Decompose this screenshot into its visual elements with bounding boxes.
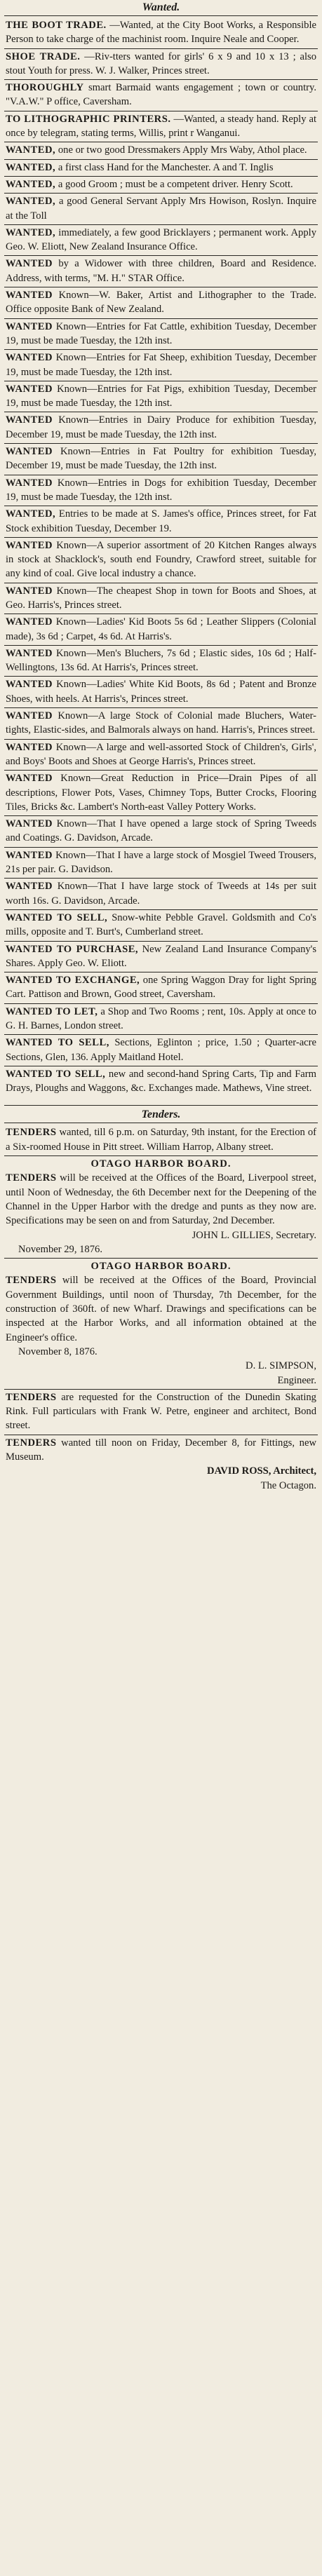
ad-lead: WANTED xyxy=(6,446,53,458)
wanted-ad xyxy=(4,506,318,538)
ad-body: New Zealand Land Insurance Company's Shares. Apply Geo. W. Eliott. xyxy=(6,943,316,969)
wanted-ad xyxy=(4,350,318,381)
tender-ad xyxy=(4,1435,318,1494)
wanted-ad xyxy=(4,319,318,351)
ad-body: Known—Entries in Fat Poultry for exhibition Tuesday, December 19, must be made Tuesday, the 12th inst. xyxy=(6,446,316,472)
ad-body: Known—A superior assortment of 20 Kitchen Ranges always in stock at Shacklock's, south end Foundry, Crawford street, suitable for any kind of coal. Give local industry a chance. xyxy=(6,539,316,580)
wanted-ad xyxy=(4,910,318,942)
wanted-ad xyxy=(4,381,318,413)
wanted-ad xyxy=(4,18,318,49)
wanted-ad xyxy=(4,646,318,677)
ad-lead: WANTED xyxy=(6,539,53,551)
ad-body: Known—Ladies' White Kid Boots, 8s 6d ; Patent and Bronze Shoes, with heels. At Harris's, Princes street. xyxy=(6,679,316,705)
ad-lead: TENDERS xyxy=(6,1275,57,1287)
ad-body: Known—A large Stock of Colonial made Bluchers, Water-tights, Elastic-sides, and Balmorals always on hand. Harris's, Princes street. xyxy=(6,710,316,736)
ad-body: —Riv-tters wanted for girls' 6 x 9 and 10 x 13 ; also stout Youth for press. W. J. Walker, Princes street. xyxy=(6,50,316,76)
ad-body: Known—W. Baker, Artist and Lithographer to the Trade. Office opposite Bank of New Zealand. xyxy=(6,290,316,316)
wanted-ad xyxy=(4,771,318,816)
ad-lead: TENDERS xyxy=(6,1172,57,1184)
ad-body: are requested for the Construction of the Dunedin Skating Rink. Full particulars with Frank W. Petre, engineer and architect, Bond street. xyxy=(6,1391,316,1432)
wanted-ad xyxy=(4,287,318,319)
ad-body: a first class Hand for the Manchester. A and T. Inglis xyxy=(58,161,274,173)
ad-body: Known—Men's Bluchers, 7s 6d ; Elastic sides, 10s 6d ; Half-Wellingtons, 13s 6d. At Harris's, Princes street. xyxy=(6,647,316,674)
ad-body: one Spring Waggon Dray for light Spring Cart. Pattison and Brown, Good street, Caversham. xyxy=(6,975,316,1001)
wanted-ad xyxy=(4,614,318,646)
tender-signature: D. L. SIMPSON, xyxy=(246,1360,316,1372)
wanted-ad xyxy=(4,225,318,257)
ad-lead: SHOE TRADE. xyxy=(6,50,81,62)
ad-lead: TENDERS xyxy=(6,1127,57,1139)
wanted-ad xyxy=(4,708,318,740)
wanted-ad xyxy=(4,80,318,111)
ad-body: a good Groom ; must be a competent driver. Henry Scott. xyxy=(58,178,293,190)
tender-notice-heading: OTAGO HARBOR BOARD. xyxy=(90,1261,232,1273)
wanted-ad xyxy=(4,256,318,287)
wanted-ad xyxy=(4,142,318,159)
tender-signature-title: Engineer. xyxy=(277,1374,316,1386)
wanted-ad xyxy=(4,942,318,973)
ad-body: Known—A large and well-assorted Stock of Children's, Girls', and Boys' Boots and Shoes at George Harris's, Princes street. xyxy=(6,741,316,767)
ad-lead: WANTED, xyxy=(6,196,56,208)
ad-body: Snow-white Pebble Gravel. Goldsmith and Co's mills, opposite and T. Burt's, Cumberland street. xyxy=(6,911,316,938)
ad-body: new and second-hand Spring Carts, Tip and Farm Drays, Ploughs and Waggons, &c. Exchanges made. Mathews, Vine street. xyxy=(6,1068,316,1094)
ad-lead: WANTED, xyxy=(6,144,56,156)
ad-body: Known—Entries in Dairy Produce for exhibition Tuesday, December 19, must be made Tuesday, the 12th inst. xyxy=(6,414,316,440)
ad-body: Known—That I have a large stock of Mosgiel Tweed Trousers, 21s per pair. G. Davidson. xyxy=(6,849,316,876)
wanted-heading: Wanted. xyxy=(142,1,180,13)
wanted-ad xyxy=(4,740,318,771)
wanted-ad xyxy=(4,412,318,444)
ad-lead: WANTED, xyxy=(6,508,56,520)
ad-body: Known—Entries for Fat Sheep, exhibition Tuesday, December 19, must be made Tuesday, the 12th inst. xyxy=(6,352,316,378)
ad-body: Known—Great Reduction in Price—Drain Pipes of all descriptions, Flower Pots, Vases, Chimney Tops, Butter Crocks, Flooring Tiles, Bricks &c. Lambert's North-east Valley Pottery Works. xyxy=(6,773,317,813)
ad-lead: WANTED TO PURCHASE, xyxy=(6,943,139,955)
ad-lead: TO LITHOGRAPHIC PRINTERS. xyxy=(6,113,171,125)
ad-lead: WANTED xyxy=(6,849,53,861)
ad-body: a good General Servant Apply Mrs Howison, Roslyn. Inquire at the Toll xyxy=(6,196,316,222)
wanted-ad xyxy=(4,111,318,143)
ad-body: a Shop and Two Rooms ; rent, 10s. Apply at once to G. H. Barnes, London street. xyxy=(6,1005,316,1031)
tender-notice-heading: OTAGO HARBOR BOARD. xyxy=(90,1158,232,1170)
ad-body: will be received at the Offices of the Board, Provincial Government Buildings, until noon of Thursday, 7th December, for the construction of 360ft. of new Wharf. Drawings and specifications can be inspected at the Harbor Works, and all information obtained at the Engineer's office. xyxy=(6,1275,316,1343)
ad-body: Known—Ladies' Kid Boots 5s 6d ; Leather Slippers (Colonial made), 3s 6d ; Carpet, 4s 6d. At Harris's. xyxy=(6,616,316,642)
ad-lead: WANTED xyxy=(6,818,53,830)
ad-body: Known—That I have opened a large stock of Spring Tweeds and Coatings. G. Davidson, Arcade. xyxy=(6,818,316,844)
wanted-ad xyxy=(4,816,318,848)
wanted-ads-list xyxy=(4,18,318,1097)
tenders-section xyxy=(4,1105,318,1493)
ad-lead: WANTED TO SELL, xyxy=(6,911,108,923)
wanted-ad xyxy=(4,160,318,177)
ad-body: will be received at the Offices of the Board, Liverpool street, until Noon of Wednesday, the 6th December next for the Deepening of the Channel in the Upper Harbor with the dredge and punts as they now are. Specifications may be seen on and from Saturday, 2nd December. xyxy=(6,1172,316,1227)
section-rule xyxy=(4,1105,318,1106)
tender-date: November 8, 1876. xyxy=(18,1345,98,1357)
wanted-ad xyxy=(4,177,318,194)
ad-lead: THE BOOT TRADE. xyxy=(6,20,107,31)
ad-lead: WANTED TO EXCHANGE, xyxy=(6,975,140,987)
section-rule xyxy=(4,15,318,16)
ad-body: Sections, Eglinton ; price, 1.50 ; Quarter-acre Sections, Glen, 136. Apply Maitland Hotel. xyxy=(6,1037,316,1063)
wanted-ad xyxy=(4,972,318,1004)
tender-ad xyxy=(4,1390,318,1435)
ad-lead: WANTED xyxy=(6,647,53,659)
ad-lead: WANTED xyxy=(6,477,53,489)
ad-body: wanted, till 6 p.m. on Saturday, 9th instant, for the Erection of a Six-roomed House in Pitt street. William Harrop, Albany street. xyxy=(6,1127,316,1153)
ad-lead: WANTED xyxy=(6,414,53,426)
wanted-ad xyxy=(4,475,318,507)
wanted-ad xyxy=(4,444,318,475)
tenders-ads-list xyxy=(4,1125,318,1493)
wanted-ad xyxy=(4,879,318,910)
ad-body: smart Barmaid wants engagement ; town or country. "V.A.W." P office, Caversham. xyxy=(6,82,316,108)
tender-signature-sub: The Octagon. xyxy=(260,1479,316,1491)
ad-lead: WANTED xyxy=(6,616,53,628)
ad-body: wanted till noon on Friday, December 8, for Fittings, new Museum. xyxy=(6,1437,316,1463)
ad-lead: WANTED, xyxy=(6,161,56,173)
ad-lead: WANTED xyxy=(6,383,53,395)
wanted-ad xyxy=(4,538,318,583)
ad-lead: WANTED xyxy=(6,881,53,893)
ad-lead: WANTED xyxy=(6,710,53,722)
wanted-ad xyxy=(4,848,318,879)
tender-signature: DAVID ROSS, Architect, xyxy=(207,1465,316,1477)
wanted-ad xyxy=(4,1066,318,1097)
ad-lead: THOROUGHLY xyxy=(6,82,84,94)
wanted-ad xyxy=(4,49,318,81)
ad-lead: WANTED, xyxy=(6,226,56,238)
ad-lead: WANTED xyxy=(6,773,53,785)
ad-body: immediately, a few good Bricklayers ; permanent work. Apply Geo. W. Eliott, New Zealand Insurance Office. xyxy=(6,226,316,253)
tender-signature: JOHN L. GILLIES, Secretary. xyxy=(192,1229,316,1241)
ad-body: by a Widower with three children, Board and Residence. Address, with terms, "M. H." STAR Office. xyxy=(6,258,316,284)
ad-lead: WANTED xyxy=(6,585,53,597)
ad-lead: WANTED TO SELL, xyxy=(6,1037,109,1049)
tender-ad xyxy=(4,1259,318,1390)
ad-lead: WANTED xyxy=(6,741,53,753)
tender-ad xyxy=(4,1125,318,1156)
ad-body: Known—That I have large stock of Tweeds at 14s per suit worth 16s. G. Davidson, Arcade. xyxy=(6,881,316,907)
tender-date: November 29, 1876. xyxy=(18,1243,102,1255)
ad-lead: WANTED xyxy=(6,352,53,364)
tenders-heading: Tenders. xyxy=(141,1109,181,1121)
ad-lead: WANTED TO SELL, xyxy=(6,1068,106,1080)
ad-body: Entries to be made at S. James's office, Princes street, for Fat Stock exhibition Tuesday, December 19. xyxy=(6,508,316,534)
ad-body: —Wanted, a steady hand. Reply at once by telegram, stating terms, Willis, print r Wanganui. xyxy=(6,113,316,140)
wanted-ad xyxy=(4,583,318,615)
ad-lead: TENDERS xyxy=(6,1391,57,1403)
ad-body: Known—Entries for Fat Pigs, exhibition Tuesday, December 19, must be made Tuesday, the 12th inst. xyxy=(6,383,316,409)
ad-body: Known—Entries in Dogs for exhibition Tuesday, December 19, must be made Tuesday, the 12th inst. xyxy=(6,477,316,503)
ad-body: Known—The cheapest Shop in town for Boots and Shoes, at Geo. Harris's, Princes street. xyxy=(6,585,316,611)
wanted-section xyxy=(4,0,318,1097)
ad-lead: WANTED xyxy=(6,290,53,301)
tender-ad xyxy=(4,1156,318,1259)
wanted-ad xyxy=(4,194,318,225)
ad-lead: WANTED xyxy=(6,679,53,691)
ad-body: one or two good Dressmakers Apply Mrs Waby, Athol place. xyxy=(58,144,307,156)
ad-lead: WANTED TO LET, xyxy=(6,1005,98,1017)
wanted-ad xyxy=(4,677,318,708)
ad-body: Known—Entries for Fat Cattle, exhibition Tuesday, December 19, must be made Tuesday, the 12th inst. xyxy=(6,320,316,346)
wanted-ad xyxy=(4,1035,318,1066)
ad-body: —Wanted, at the City Boot Works, a Responsible Person to take charge of the machinist room. Inquire Neale and Cooper. xyxy=(6,20,316,46)
ad-lead: WANTED, xyxy=(6,178,56,190)
wanted-ad xyxy=(4,1004,318,1036)
ad-lead: WANTED xyxy=(6,258,53,270)
ad-lead: TENDERS xyxy=(6,1437,57,1449)
ad-lead: WANTED xyxy=(6,320,53,332)
